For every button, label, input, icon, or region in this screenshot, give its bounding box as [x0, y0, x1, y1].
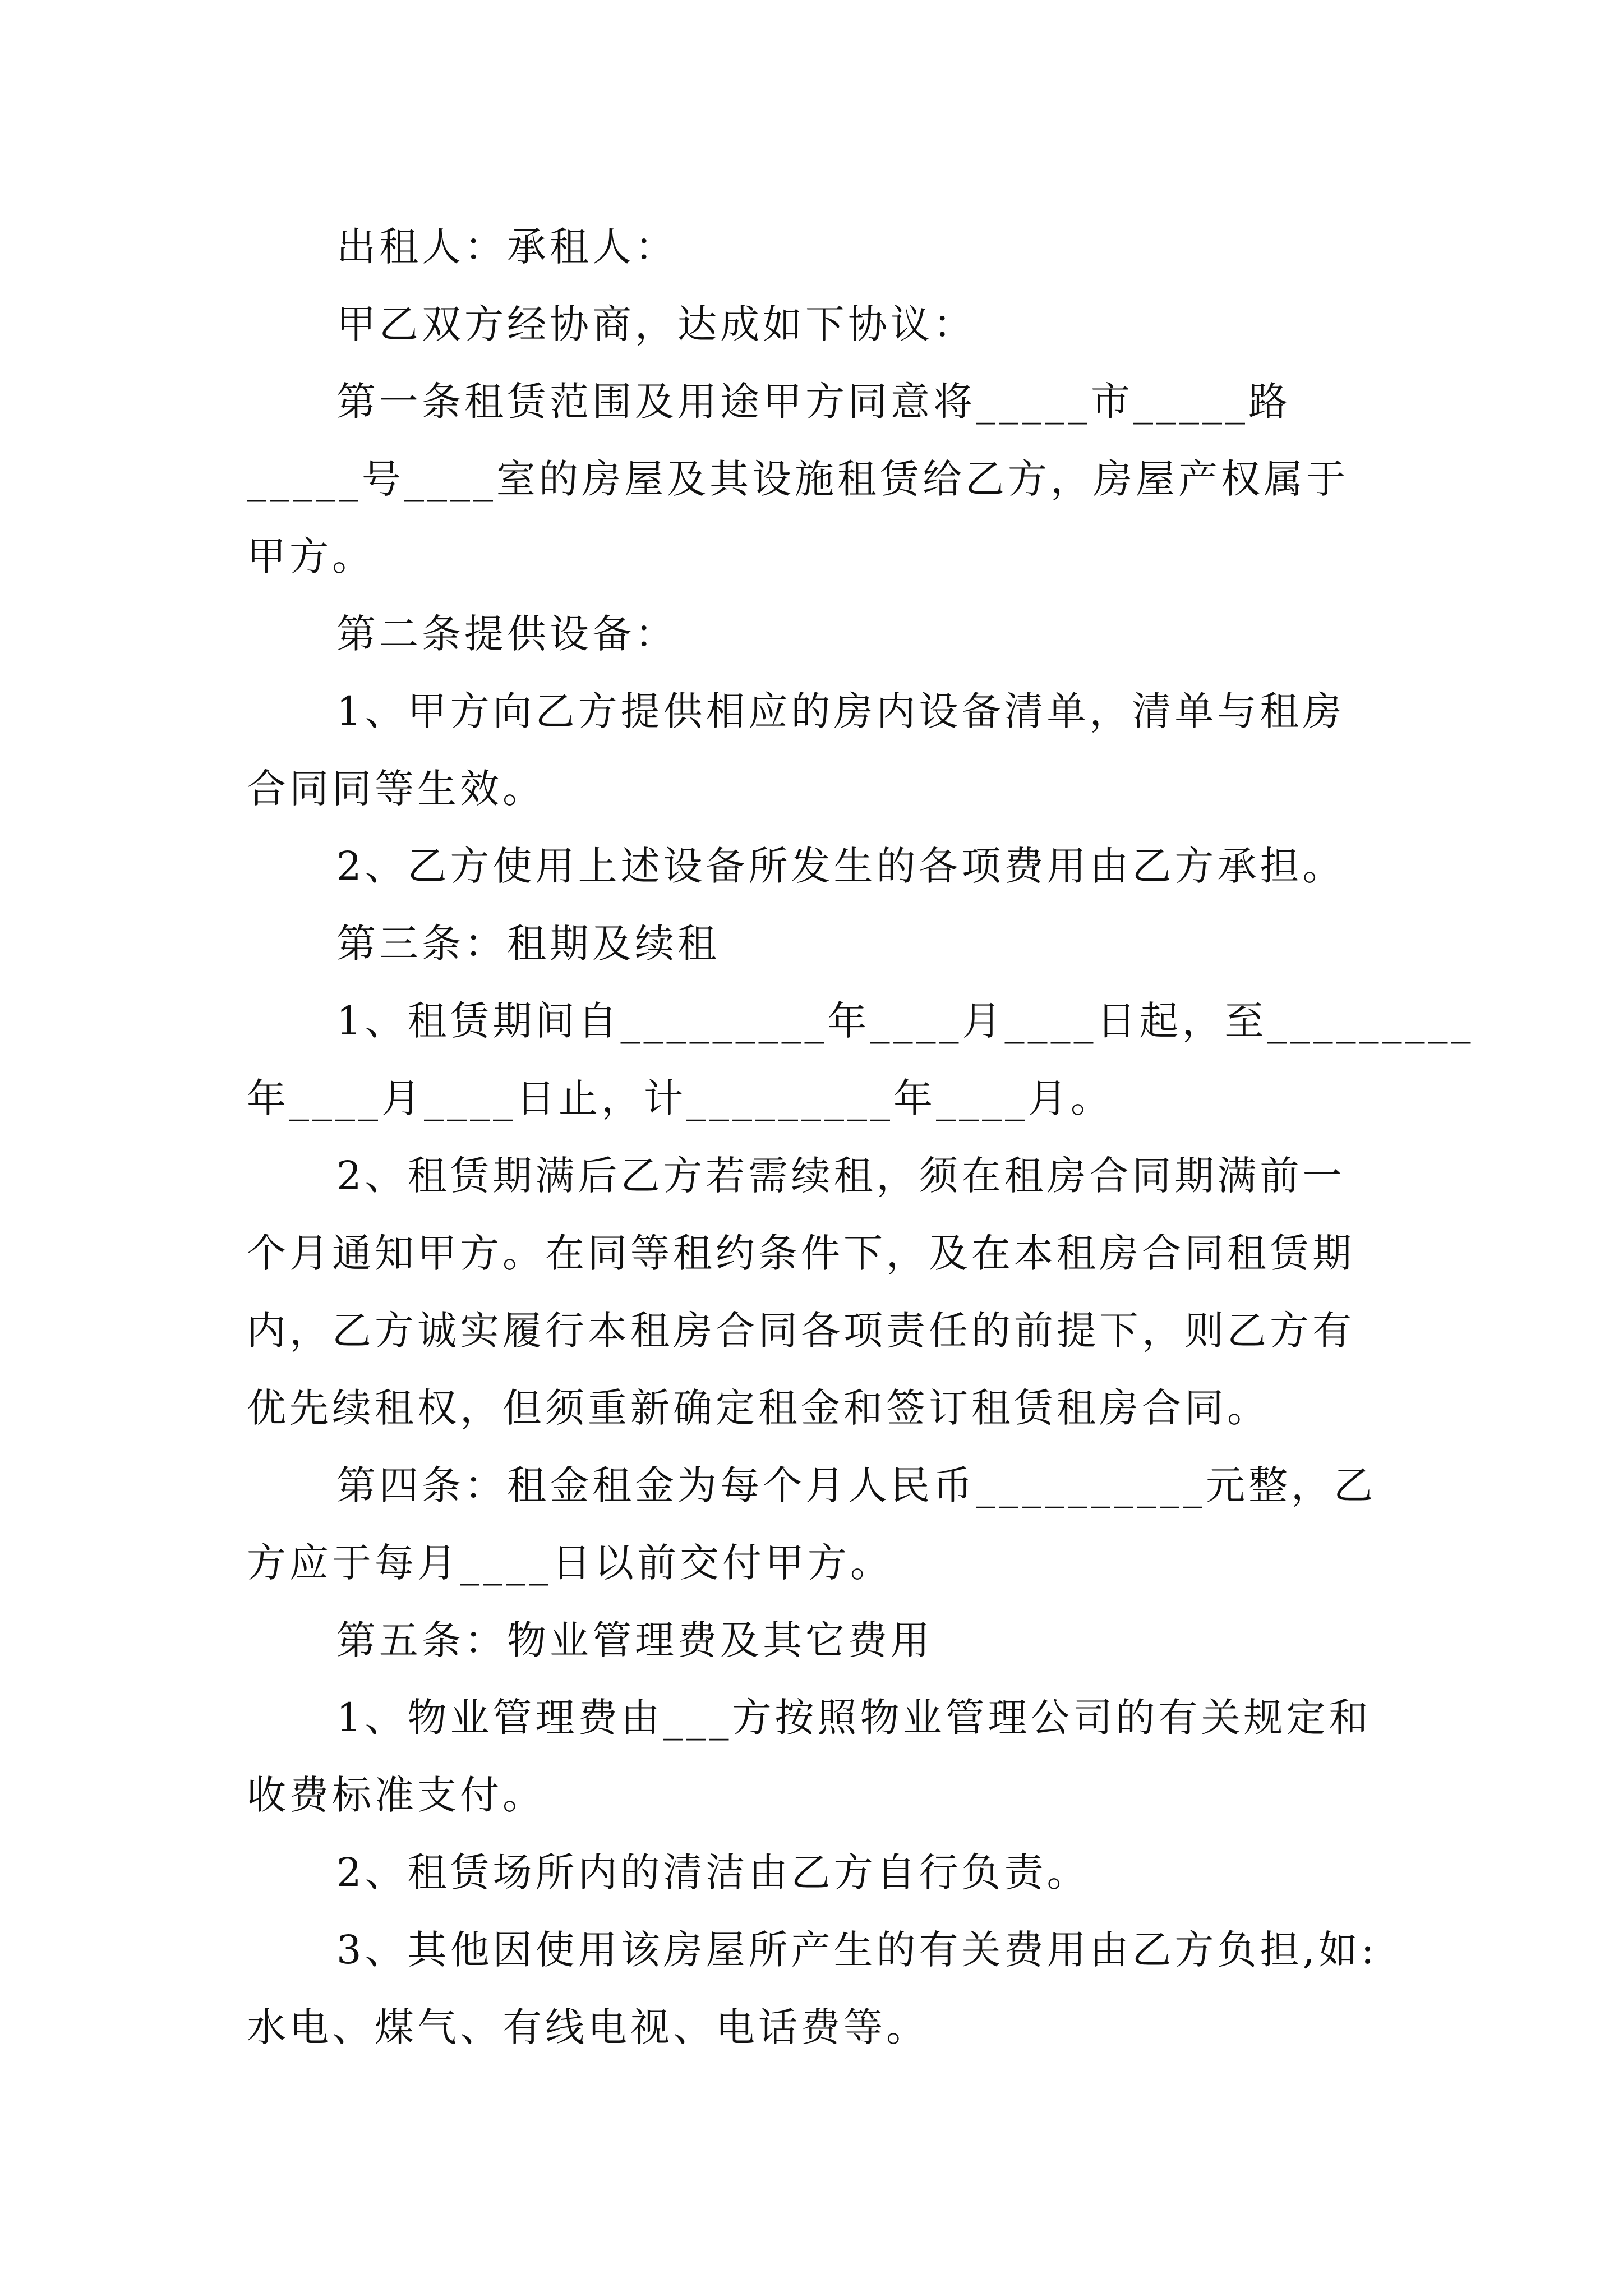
article-3-item-2-line-3: 内，乙方诚实履行本租房合同各项责任的前提下，则乙方有: [247, 1308, 1355, 1354]
article-4-line-2: 方应于每月____日以前交付甲方。: [247, 1540, 893, 1586]
article-5-item-1-line-1: 1、物业管理费由___方按照物业管理公司的有关规定和: [336, 1695, 1372, 1741]
article-1-line-1: 第一条租赁范围及用途甲方同意将_____市_____路: [336, 379, 1291, 425]
article-3-item-2-line-2: 个月通知甲方。在同等租约条件下，及在本租房合同租赁期: [247, 1230, 1355, 1276]
article-2-item-1-line-1: 1、甲方向乙方提供相应的房内设备清单，清单与租房: [336, 688, 1345, 734]
article-5-item-3-line-2: 水电、煤气、有线电视、电话费等。: [247, 2004, 929, 2050]
article-2-item-2: 2、乙方使用上述设备所发生的各项费用由乙方承担。: [336, 843, 1345, 889]
article-2-heading: 第二条提供设备：: [336, 611, 677, 657]
parties-line: 出租人：承租人：: [336, 224, 677, 270]
article-3-heading: 第三条：租期及续租: [336, 921, 720, 967]
article-5-item-2: 2、租赁场所内的清洁由乙方自行负责。: [336, 1849, 1090, 1895]
article-3-item-1-line-2: 年____月____日止，计_________年____月。: [247, 1075, 1113, 1121]
article-5-item-1-line-2: 收费标准支付。: [247, 1772, 545, 1818]
article-5-heading: 第五条：物业管理费及其它费用: [336, 1617, 933, 1663]
agreement-intro: 甲乙双方经协商，达成如下协议：: [336, 301, 976, 347]
article-1-line-3: 甲方。: [247, 533, 375, 579]
article-5-item-3-line-1: 3、其他因使用该房屋所产生的有关费用由乙方负担,如:: [336, 1927, 1378, 1973]
article-1-line-2: _____号____室的房屋及其设施租赁给乙方，房屋产权属于: [247, 456, 1349, 502]
article-2-item-1-line-2: 合同同等生效。: [247, 766, 545, 812]
article-3-item-1-line-1: 1、租赁期间自_________年____月____日起，至_________: [336, 998, 1474, 1044]
article-3-item-2-line-1: 2、租赁期满后乙方若需续租，须在租房合同期满前一: [336, 1153, 1345, 1199]
article-3-item-2-line-4: 优先续租权，但须重新确定租金和签订租赁租房合同。: [247, 1385, 1270, 1431]
article-4-line-1: 第四条：租金租金为每个月人民币__________元整，乙: [336, 1462, 1376, 1508]
